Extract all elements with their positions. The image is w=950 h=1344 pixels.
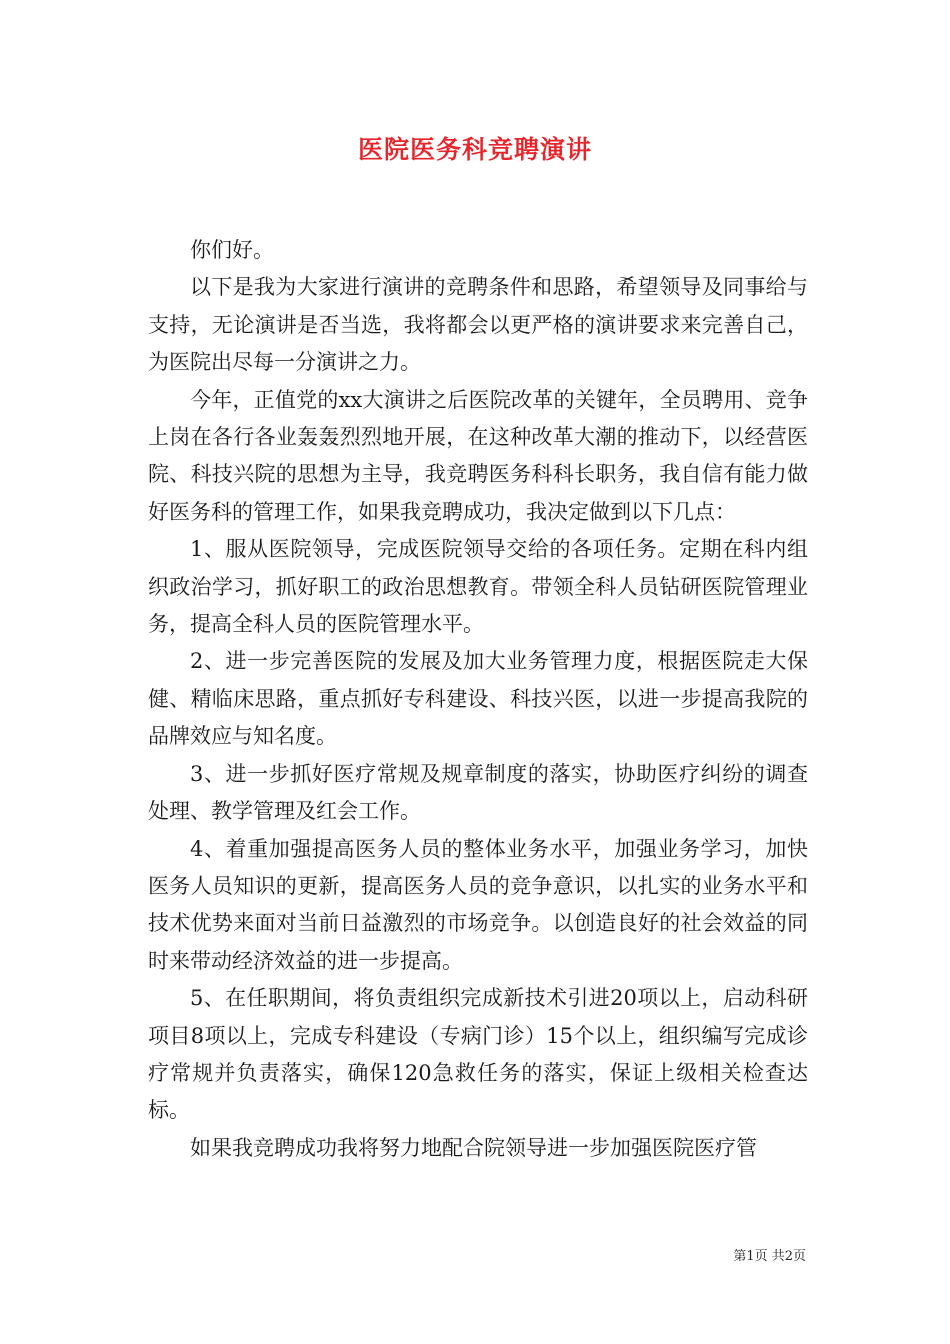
document-title: 医院医务科竞聘演讲 bbox=[357, 135, 592, 164]
paragraph-point-3: 3、进一步抓好医疗常规及规章制度的落实，协助医疗纠纷的调查处理、教学管理及红会工作。 bbox=[148, 761, 808, 824]
paragraph-point-2: 2、进一步完善医院的发展及加大业务管理力度，根据医院走大保健、精临床思路，重点抓好专科建设、科技兴医，以进一步提高我院的品牌效应与知名度。 bbox=[148, 649, 808, 749]
document-body bbox=[148, 232, 808, 1167]
paragraph-intro: 以下是我为大家进行演讲的竞聘条件和思路，希望领导及同事给与支持，无论演讲是否当选，我将都会以更严格的演讲要求来完善自己，为医院出尽每一分演讲之力。 bbox=[148, 275, 808, 375]
page-number: 第1页 共2页 bbox=[733, 1249, 806, 1264]
paragraph-greeting: 你们好。 bbox=[190, 238, 274, 262]
paragraph-closing: 如果我竞聘成功我将努力地配合院领导进一步加强医院医疗管 bbox=[190, 1135, 757, 1160]
paragraph-point-1: 1、服从医院领导，完成医院领导交给的各项任务。定期在科内组织政治学习，抓好职工的政治思想教育。带领全科人员钻研医院管理业务，提高全科人员的医院管理水平。 bbox=[148, 537, 808, 637]
paragraph-point-4: 4、着重加强提高医务人员的整体业务水平，加强业务学习，加快医务人员知识的更新，提高医务人员的竞争意识，以扎实的业务水平和技术优势来面对当前日益激烈的市场竞争。以创造良好的社会效益的同时来带动经济效益的进一步提高。 bbox=[148, 836, 808, 973]
paragraph-point-5: 5、在任职期间，将负责组织完成新技术引进20项以上，启动科研项目8项以上，完成专科建设（专病门诊）15个以上，组织编写完成诊疗常规并负责落实，确保120急救任务的落实，保证上级相关检查达标。 bbox=[148, 986, 808, 1123]
paragraph-context: 今年，正值党的xx大演讲之后医院改革的关键年，全员聘用、竞争上岗在各行各业轰轰烈烈地开展，在这种改革大潮的推动下，以经营医院、科技兴院的思想为主导，我竞聘医务科科长职务，我自信有能力做好医务科的管理工作，如果我竞聘成功，我决定做到以下几点： bbox=[148, 387, 808, 524]
